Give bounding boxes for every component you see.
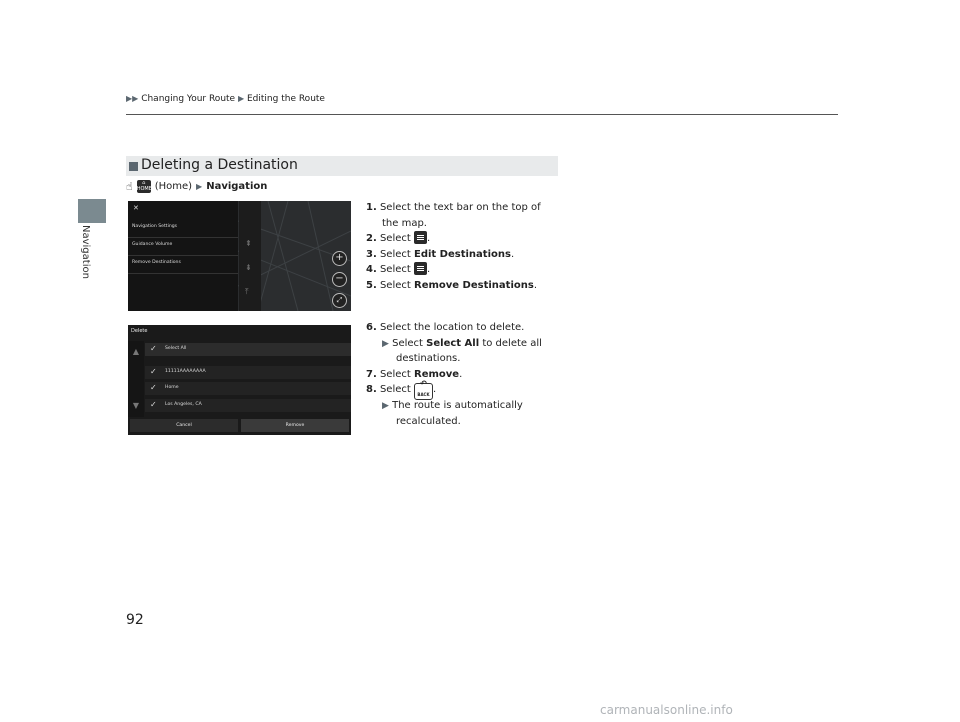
step-1: 1. Select the text bar on the top of [366, 202, 541, 213]
screenshot-delete-list [128, 325, 351, 435]
arrow-top-icon[interactable]: ⤒ [245, 287, 249, 296]
menu-item-remove-destinations[interactable]: Remove Destinations [132, 260, 181, 265]
map-button-strip [239, 201, 261, 311]
step-4: 4. Select . [366, 264, 431, 276]
menu-item-navigation-settings[interactable]: Navigation Settings [132, 224, 178, 229]
delete-header: Delete [131, 328, 148, 334]
menu-divider [128, 273, 238, 274]
path-target: Navigation [206, 181, 268, 192]
menu-divider [128, 255, 238, 256]
breadcrumb [126, 94, 325, 104]
zoom-in-icon[interactable]: + [332, 251, 347, 266]
watermark: carmanualsonline.info [600, 703, 733, 717]
breadcrumb-item: Changing Your Route [141, 94, 236, 104]
path-arrow-icon: ▶ [196, 182, 203, 191]
arrow-down-icon[interactable]: ⇟ [245, 263, 252, 272]
menu-icon [414, 262, 427, 275]
breadcrumb-item: Editing the Route [247, 94, 325, 104]
menu-icon [414, 231, 427, 244]
sub-arrow-icon: ▶ [382, 338, 389, 349]
step-6-sub: ▶ Select Select All to delete all [382, 337, 542, 349]
menu-divider [128, 237, 238, 238]
menu-panel [128, 201, 238, 311]
step-8: 8. Select ↶ BACK . [366, 382, 436, 400]
step-5: 5. Select Remove Destinations. [366, 280, 538, 291]
chapter-label: Navigation [80, 225, 91, 279]
remove-button[interactable]: Remove [241, 419, 349, 432]
breadcrumb-arrow-icon: ▶▶ [126, 94, 139, 103]
check-icon: ✓ [150, 344, 157, 353]
step-7: 7. Select Remove. [366, 368, 463, 380]
close-icon[interactable]: ✕ [133, 204, 139, 212]
scroll-down-icon[interactable]: ▼ [132, 401, 140, 410]
step-8-sub-cont: recalculated. [396, 415, 461, 427]
section-heading [126, 156, 558, 176]
list-item-label: Los Angeles, CA [165, 402, 202, 407]
scroll-up-icon[interactable]: ▲ [132, 347, 140, 356]
step-6: 6. Select the location to delete. [366, 322, 525, 333]
step-3: 3. Select Edit Destinations. [366, 248, 515, 260]
step-1-cont: the map. [382, 217, 427, 229]
list-item-label: Select All [165, 346, 187, 351]
check-icon: ✓ [150, 400, 157, 409]
sub-arrow-icon: ▶ [382, 401, 389, 411]
list-item[interactable] [145, 382, 351, 395]
navigation-path [126, 180, 267, 193]
check-icon: ✓ [150, 367, 157, 376]
breadcrumb-arrow-icon: ▶ [237, 94, 245, 103]
list-item[interactable] [145, 366, 351, 379]
chapter-tab-marker [78, 199, 106, 223]
scroll-strip [128, 341, 144, 417]
chapter-side-label [78, 225, 104, 315]
home-icon: ⌂ HOME [136, 180, 152, 192]
home-label: (Home) [154, 181, 193, 192]
list-item-select-all[interactable] [145, 343, 351, 356]
screenshot-navigation-menu [128, 201, 351, 311]
fullscreen-icon[interactable]: ⤢ [332, 293, 347, 308]
list-item-label: 11111AAAAAAAA [165, 369, 206, 374]
section-title: Deleting a Destination [141, 157, 298, 173]
page-number: 92 [126, 612, 144, 628]
arrow-up-icon[interactable]: ⇞ [245, 239, 252, 248]
step-6-sub-cont: destinations. [396, 353, 461, 365]
cancel-button[interactable]: Cancel [130, 419, 238, 432]
list-item-label: Home [165, 385, 179, 390]
check-icon: ✓ [150, 383, 157, 392]
back-icon: ↶ BACK [414, 383, 433, 400]
step-8-sub: ▶ The route is automatically [382, 400, 523, 411]
menu-item-guidance-volume[interactable]: Guidance Volume [132, 242, 173, 247]
zoom-out-icon[interactable]: − [332, 272, 347, 287]
section-square-icon [129, 162, 138, 171]
list-item[interactable] [145, 399, 351, 412]
path-hand-icon: ☝ [126, 180, 133, 193]
step-2: 2. Select . [366, 233, 431, 244]
header-divider [126, 114, 838, 115]
